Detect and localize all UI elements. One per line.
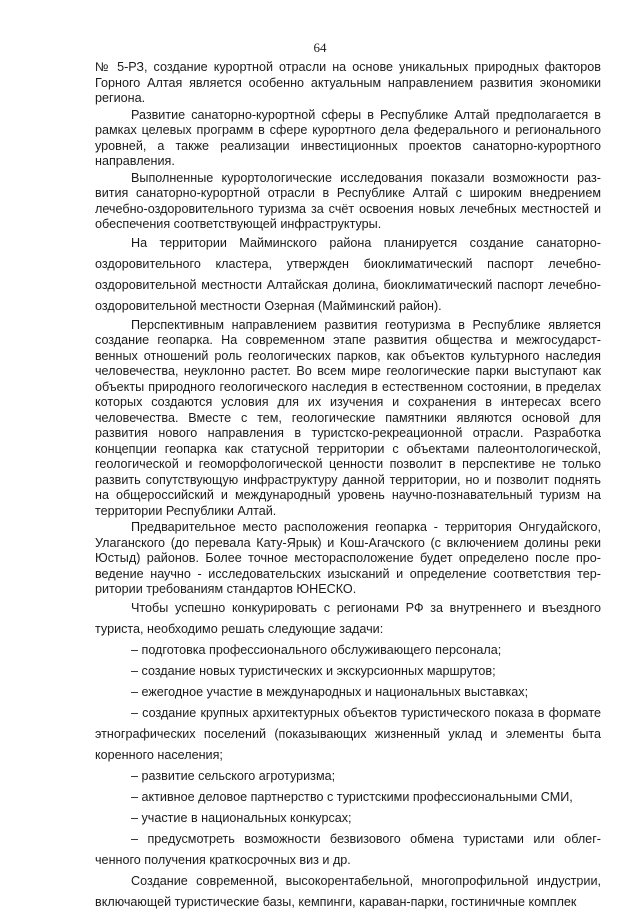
tasks-list xyxy=(95,640,601,871)
list-item: – развитие сельского агротуризма; xyxy=(131,768,336,783)
paragraph-geopark-location: Предварительное место расположения геопарка - территория Онгудайского, Улаганского (до перевала Кату-Ярык) и Кош-Агачского (с включением долины реки Юстыд) районов. Более точное месторасположение будет определено после проведение научно - исследовательских изысканий и определение соответствия территории требованиям стандартов ЮНЕСКО. xyxy=(95,520,601,596)
paragraph-geopark: Перспективным направлением развития геотуризма в Республике является создание геопарка. На современном этапе развития общества и межгосударственных отношений роль геологических парков, как объектов культурного наследия человечества, неуклонно растет. Во всем мире геологические парки выступают как объекты природного геологического наследия в естественном состоянии, в пределах которых создаются условия для их изучения и сохранения в интересах всего человечества. Вместе с тем, геологические памятники являются основой для развития нового направления в туристско-рекреационной отрасли. Разработка концепции геопарка как статусной территории с объектами палеонтологической, геологической и геоморфологической ценности позволит в перспективе не только развить сопутствующую инфраструктуру данной территории, но и позволит поднять на общероссийский и международный уровень научно-познавательный туризм на территории Республики Алтай. xyxy=(95,317,601,518)
page-number: 64 xyxy=(313,40,327,55)
list-item: – активное деловое партнерство с туристскими профессиональными СМИ, xyxy=(131,789,573,804)
paragraph-sanatorium-development: Развитие санаторно-курортной сферы в Республике Алтай предполагается в рамках целевых программ в сфере курортного дела федерального и регионального уровней, а также реализации инвестиционных проектов санаторно-курортного направления. xyxy=(95,107,601,168)
page-body xyxy=(95,60,601,913)
list-item: – предусмотреть возможности безвизового обмена туристами или облегченного получения краткосрочных виз и др. xyxy=(95,831,601,867)
paragraph-continuation: № 5-РЗ, создание курортной отрасли на основе уникальных природных факторов Горного Алтая является особенно актуальным направлением развития экономики региона. xyxy=(95,60,601,105)
list-item: – создание крупных архитектурных объектов туристического показа в формате этнографических поселений (показывающих жизненный уклад и элементы быта коренного населения; xyxy=(95,705,601,762)
paragraph-mayma-district: На территории Майминского района планируется создание санаторно-оздоровительного кластера, утвержден биоклиматический паспорт лечебно-оздоровительной местности Алтайская долина, биоклиматический паспорт лечебно-оздоровительной местности Озерная (Майминский район). xyxy=(95,235,601,313)
list-item: – участие в национальных конкурсах; xyxy=(131,810,352,825)
list-item: – создание новых туристических и экскурсионных маршрутов; xyxy=(131,663,496,678)
list-item: – подготовка профессионального обслуживающего персонала; xyxy=(131,642,502,657)
paragraph-research-results: Выполненные курортологические исследования показали возможности развития санаторно-курортной отрасли в Республике Алтай с широким внедрением лечебно-оздоровительного туризма за счёт освоения новых лечебных местностей и обеспечения соответствующей инфраструктуры. xyxy=(95,170,601,231)
list-item: – ежегодное участие в международных и национальных выставках; xyxy=(131,684,529,699)
paragraph-closing: Создание современной, высокорентабельной, многопрофильной индустрии, включающей туристические базы, кемпинги, караван-парки, гостиничные комплек xyxy=(95,873,601,909)
paragraph-tasks-intro: Чтобы успешно конкурировать с регионами РФ за внутреннего и въездного туриста, необходимо решать следующие задачи: xyxy=(95,600,601,636)
